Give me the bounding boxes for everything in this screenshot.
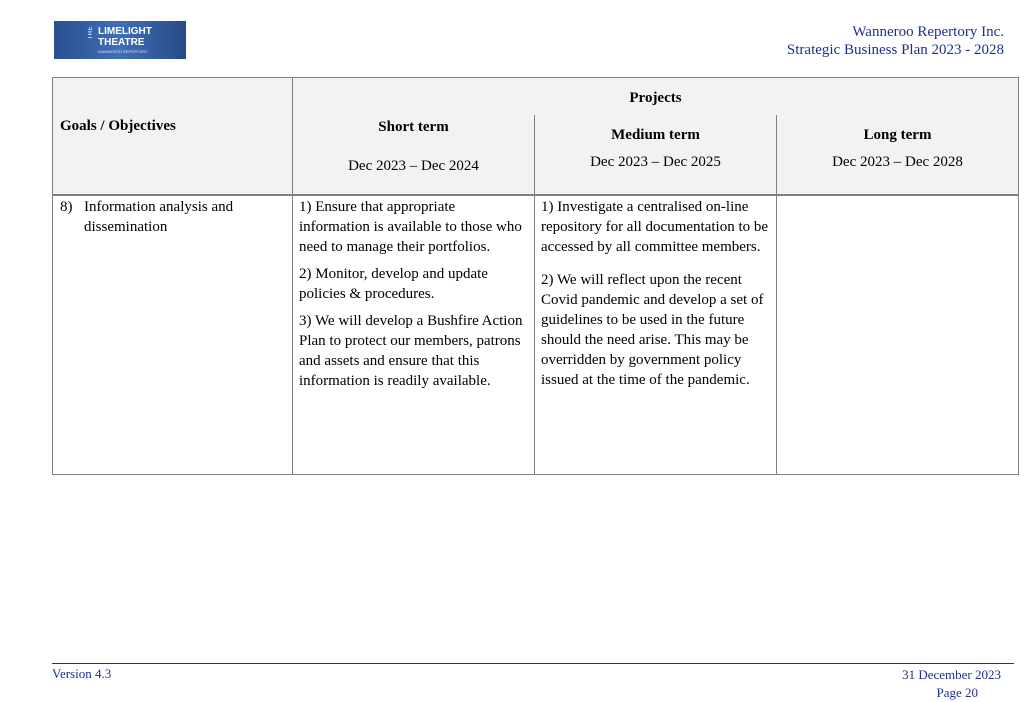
logo-theatre-text: THEATRE — [98, 37, 145, 48]
version-label: Version 4.3 — [52, 666, 112, 681]
document-header — [787, 23, 1004, 59]
long-term-range: Dec 2023 – Dec 2028 — [832, 154, 963, 170]
page-number: Page 20 — [936, 685, 978, 700]
medium-term-cell — [541, 197, 771, 397]
organization-name: Wanneroo Repertory Inc. — [852, 24, 1004, 40]
goals-header: Goals / Objectives — [60, 118, 176, 134]
limelight-theatre-logo — [54, 21, 186, 59]
footer-divider — [52, 663, 1014, 664]
short-term-cell — [299, 197, 529, 398]
short-term-item: 3) We will develop a Bushfire Action Plan to protect our members, patrons and assets and ensure that this information is readily available. — [299, 313, 523, 389]
short-term-header: Short term — [378, 119, 449, 135]
strategy-table — [52, 77, 1019, 475]
projects-header: Projects — [629, 90, 682, 106]
document-date: 31 December 2023 — [902, 667, 1001, 682]
short-term-range: Dec 2023 – Dec 2024 — [348, 158, 479, 174]
medium-term-item: 2) We will reflect upon the recent Covid pandemic and develop a set of guidelines to be used in the future should the need arise. This may be overridden by government policy issued at the time of the pandemic. — [541, 272, 764, 388]
medium-term-range: Dec 2023 – Dec 2025 — [590, 154, 721, 170]
short-term-item: 2) Monitor, develop and update policies & procedures. — [299, 266, 488, 302]
medium-term-item: 1) Investigate a centralised on-line repository for all documentation to be accessed by all committee members. — [541, 199, 769, 255]
column-divider — [292, 78, 293, 474]
logo-the-text: THE — [88, 26, 94, 40]
medium-term-header: Medium term — [611, 127, 700, 143]
goal-text: Information analysis and dissemination — [84, 199, 234, 235]
footer-right — [902, 666, 1001, 702]
goal-number: 8) — [60, 199, 73, 215]
logo-tagline: WANNEROO REPERTORY — [98, 49, 148, 54]
long-term-header: Long term — [863, 127, 932, 143]
short-term-item: 1) Ensure that appropriate information is available to those who need to manage their portfolios. — [299, 199, 522, 255]
plan-title: Strategic Business Plan 2023 - 2028 — [786, 42, 1004, 58]
header-divider — [53, 194, 1018, 196]
logo-limelight-text: LIMELIGHT — [98, 26, 152, 37]
